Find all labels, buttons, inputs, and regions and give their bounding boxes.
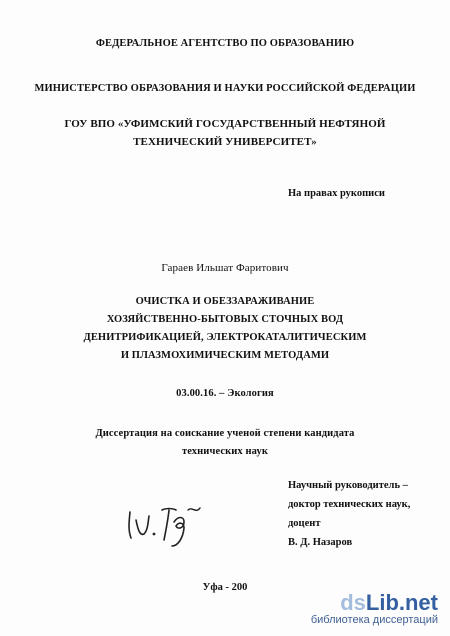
supervisor-line-2: доктор технических наук, — [288, 499, 411, 510]
manuscript-note: На правах рукописи — [288, 188, 385, 199]
author-name: Гараев Ильшат Фаритович — [161, 262, 289, 274]
university-line-1: ГОУ ВПО «УФИМСКИЙ ГОСУДАРСТВЕННЫЙ НЕФТЯНОЙ — [64, 118, 386, 130]
city-year: Уфа - 200 — [202, 582, 248, 593]
title-line-1: ОЧИСТКА И ОБЕЗЗАРАЖИВАНИЕ — [135, 296, 315, 307]
supervisor-line-4: В. Д. Назаров — [288, 537, 353, 548]
title-line-3: ДЕНИТРИФИКАЦИЕЙ, ЭЛЕКТРОКАТАЛИТИЧЕСКИМ — [83, 332, 367, 343]
ministry-line: МИНИСТЕРСТВО ОБРАЗОВАНИЯ И НАУКИ РОССИЙСКОЙ ФЕДЕРАЦИИ — [34, 83, 416, 94]
handwritten-signature — [122, 500, 212, 550]
watermark — [311, 592, 438, 627]
title-line-4: И ПЛАЗМОХИМИЧЕСКИМ МЕТОДАМИ — [120, 350, 330, 361]
title-line-2: ХОЗЯЙСТВЕННО-БЫТОВЫХ СТОЧНЫХ ВОД — [106, 314, 344, 325]
specialty-code: 03.00.16. – Экология — [176, 388, 274, 399]
agency-line: ФЕДЕРАЛЬНОЕ АГЕНТСТВО ПО ОБРАЗОВАНИЮ — [95, 38, 355, 49]
degree-line-1: Диссертация на соискание ученой степени кандидата — [95, 428, 355, 439]
supervisor-line-3: доцент — [288, 518, 321, 529]
degree-line-2: технических наук — [182, 446, 268, 457]
university-line-2: ТЕХНИЧЕСКИЙ УНИВЕРСИТЕТ» — [133, 136, 317, 148]
watermark-subtitle: библиотека диссертаций — [310, 614, 438, 626]
supervisor-line-1: Научный руководитель – — [288, 480, 408, 491]
watermark-logo: dsLib.net — [340, 590, 438, 615]
